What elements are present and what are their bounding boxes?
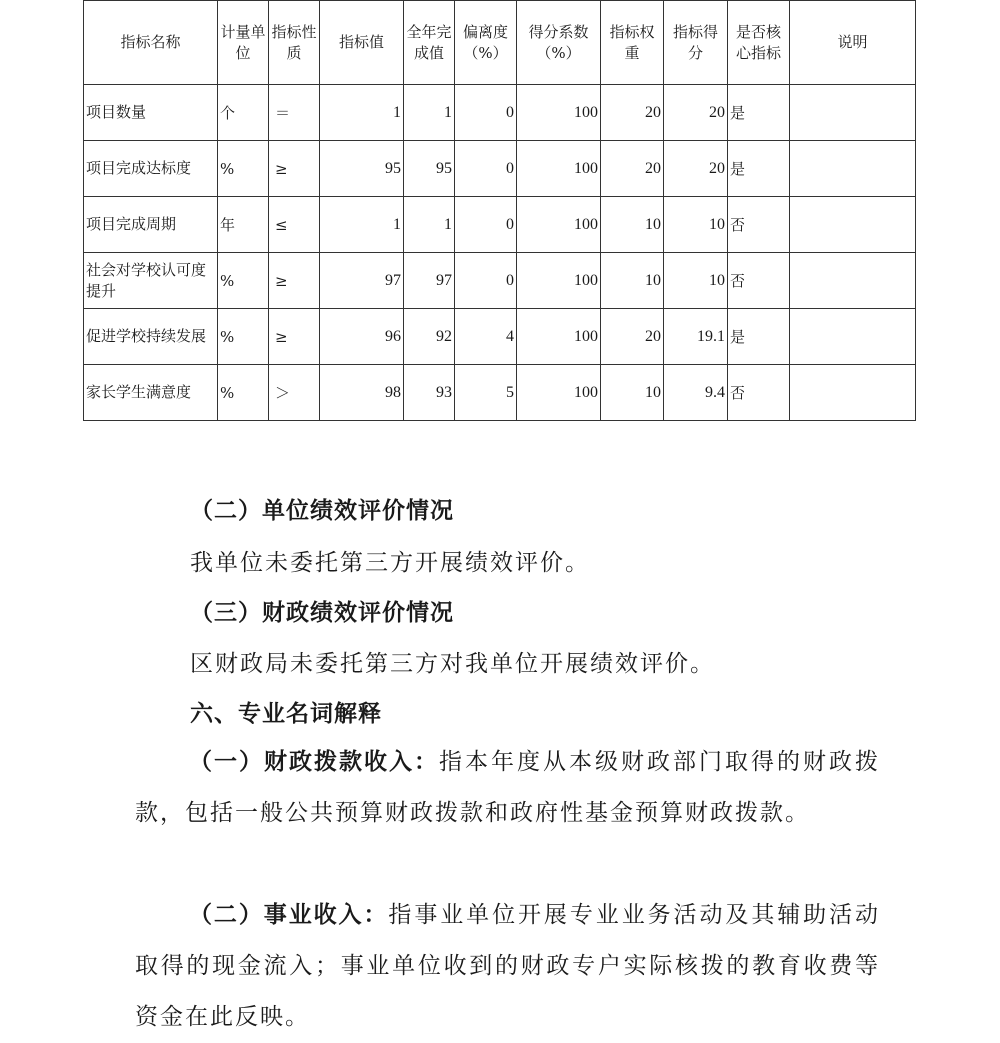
row-actual-value: 93 [404,365,455,421]
row-target-value: 1 [320,85,404,141]
row-target-value: 98 [320,365,404,421]
header-deviation: 偏离度（%） [455,1,517,85]
table-row [84,141,916,197]
term-fiscal-appropriation [135,737,880,839]
row-score-coefficient: 100 [517,85,601,141]
row-deviation: 0 [455,141,517,197]
row-unit: % [218,253,269,309]
row-deviation: 0 [455,85,517,141]
table-row [84,197,916,253]
row-core-indicator: 否 [728,197,790,253]
table-row [84,309,916,365]
unit-eval-text: 我单位未委托第三方开展绩效评价。 [190,550,590,576]
table-row [84,365,916,421]
row-core-indicator: 否 [728,253,790,309]
header-score-coefficient: 得分系数（%） [517,1,601,85]
row-nature: ＞ [269,365,320,421]
table-header-row [84,1,916,85]
row-indicator-name: 项目数量 [84,85,218,141]
header-indicator-name: 指标名称 [84,1,218,85]
term1-label: （一）财政拨款收入： [189,749,439,775]
row-score-coefficient: 100 [517,309,601,365]
row-score-coefficient: 100 [517,141,601,197]
row-score: 10 [664,197,728,253]
row-target-value: 96 [320,309,404,365]
table-row [84,85,916,141]
header-actual-value: 全年完成值 [404,1,455,85]
row-deviation: 0 [455,197,517,253]
row-nature: ≥ [269,309,320,365]
row-actual-value: 1 [404,85,455,141]
row-note [790,85,916,141]
row-core-indicator: 是 [728,141,790,197]
row-actual-value: 1 [404,197,455,253]
term-business-income [135,890,880,1043]
header-note: 说明 [790,1,916,85]
row-indicator-name: 项目完成达标度 [84,141,218,197]
header-nature: 指标性质 [269,1,320,85]
row-actual-value: 97 [404,253,455,309]
row-indicator-name: 促进学校持续发展 [84,309,218,365]
row-weight: 10 [601,253,664,309]
row-core-indicator: 否 [728,365,790,421]
row-unit: % [218,141,269,197]
header-target-value: 指标值 [320,1,404,85]
row-score: 9.4 [664,365,728,421]
row-nature: ＝ [269,85,320,141]
row-deviation: 5 [455,365,517,421]
row-weight: 20 [601,85,664,141]
row-unit: % [218,309,269,365]
row-score-coefficient: 100 [517,365,601,421]
row-deviation: 0 [455,253,517,309]
header-unit: 计量单位 [218,1,269,85]
row-weight: 10 [601,197,664,253]
row-nature: ≥ [269,141,320,197]
term2-text: 指事业单位开展专业业务活动及其辅助活动取得的现金流入；事业单位收到的财政专户实际核拨的教育收费等资金在此反映。 [135,902,881,1030]
row-note [790,309,916,365]
row-deviation: 4 [455,309,517,365]
row-target-value: 1 [320,197,404,253]
term2-label: （二）事业收入： [189,902,389,928]
row-target-value: 95 [320,141,404,197]
row-indicator-name: 项目完成周期 [84,197,218,253]
row-actual-value: 95 [404,141,455,197]
row-indicator-name: 家长学生满意度 [84,365,218,421]
row-score: 19.1 [664,309,728,365]
row-unit: 个 [218,85,269,141]
header-core-indicator: 是否核心指标 [728,1,790,85]
header-weight: 指标权重 [601,1,664,85]
glossary-heading: 六、专业名词解释 [190,701,382,727]
header-score: 指标得分 [664,1,728,85]
term1-text: 指本年度从本级财政部门取得的财政拨款，包括一般公共预算财政拨款和政府性基金预算财政拨款。 [135,749,880,826]
row-score-coefficient: 100 [517,253,601,309]
unit-eval-heading: （二）单位绩效评价情况 [190,498,454,524]
row-score: 10 [664,253,728,309]
row-unit: % [218,365,269,421]
row-weight: 10 [601,365,664,421]
row-note [790,365,916,421]
row-unit: 年 [218,197,269,253]
fiscal-eval-heading: （三）财政绩效评价情况 [190,600,454,626]
row-actual-value: 92 [404,309,455,365]
row-note [790,253,916,309]
performance-indicator-table [83,0,916,421]
row-score: 20 [664,85,728,141]
row-weight: 20 [601,309,664,365]
row-note [790,197,916,253]
table-row [84,253,916,309]
row-core-indicator: 是 [728,85,790,141]
row-weight: 20 [601,141,664,197]
row-score: 20 [664,141,728,197]
row-note [790,141,916,197]
fiscal-eval-text: 区财政局未委托第三方对我单位开展绩效评价。 [190,651,715,677]
row-nature: ≥ [269,253,320,309]
row-nature: ≤ [269,197,320,253]
row-indicator-name: 社会对学校认可度提升 [84,253,218,309]
row-score-coefficient: 100 [517,197,601,253]
row-core-indicator: 是 [728,309,790,365]
row-target-value: 97 [320,253,404,309]
